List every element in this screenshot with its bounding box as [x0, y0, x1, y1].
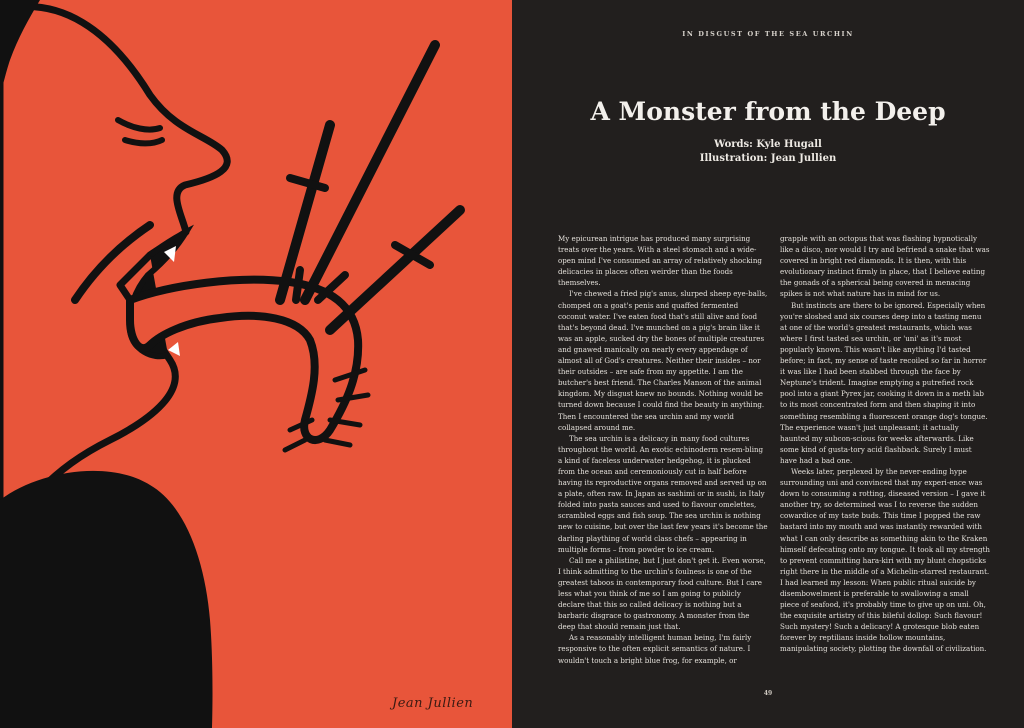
credits [512, 138, 1024, 166]
spike-3 [330, 210, 460, 330]
paragraph: I've chewed a fried pig's anus, slurped sheep eye-balls, chomped on a goat's penis and quaffed fermented coconut water. I've eaten food that's still alive and food that's beyond dead. I've munched on a pig's brain like it was an apple, sucked dry the bones of multiple creatures and gnawed manically on nearly every appendage of almost all of God's creatures. Neither their insides – nor their outsides – are safe from my appetite. I am the butcher's best friend. The Charles Manson of the animal kingdom. My disgust knew no bounds. Nothing would be turned down because I could find the beauty in anything. Then I encountered the sea urchin and my world collapsed around me. [558, 289, 768, 432]
spike-1-cross [290, 178, 325, 188]
artist-signature: Jean Jullien [392, 696, 474, 711]
paragraph: But instincts are there to be ignored. Especially when you're sloshed and six courses deep into a tasting menu at one of the world's greatest restaurants, which was where I first tasted sea urchin, or 'uni' as it's most popularly known. This wasn't like anything I'd tasted before; in fact, my sense of taste recoiled so far in horror it was like I had been stabbed through the face by Neptune's trident. Imagine emptying a putrefied rock pool into a giant Pyrex jar, cooking it down in a meth lab to its most concentrated form and then shaping it into something resembling a fluorescent orange dog's tongue. The experience wasn't just unpleasant; it actually haunted my subcon-scious for weeks afterwards. Like some kind of gusta-tory acid flashback. Surely I must have had a bad one. [780, 300, 988, 465]
author-credit: Words: Kyle Hugall [714, 139, 822, 150]
paragraph: Weeks later, perplexed by the never-ending hype surrounding uni and convinced that my experi-ence was down to consuming a rotting, diseased version – I gave it another try, so determined was I to reverse the sudden cowardice of my taste buds. This time I popped the raw bastard into my mouth and was instantly rewarded with what I can only describe as something akin to the Kraken himself defecating onto my tongue. It took all my strength to prevent committing hara-kiri with my blunt chopsticks right there in the middle of a Michelin-starred restaurant. I had learned my lesson: When public ritual suicide by disembowelment is preferable to swallowing a small piece of seafood, it's probably time to give up on uni. Oh, the exquisite artistry of this bileful dollop: Such flavour! Such mystery! Such a delicacy! A grotesque blob eaten forever by reptilians inside hollow mountains, manipulating society, plotting the downfall of civilization. [780, 466, 990, 654]
running-head: IN DISGUST OF THE SEA URCHIN [682, 30, 854, 38]
article-title: A Monster from the Deep [590, 97, 946, 126]
paragraph: As a reasonably intelligent human being, I'm fairly responsive to the often explicit semantics of nature. I wouldn't touch a bright blue frog, for example, or [558, 633, 752, 665]
paragraph: The sea urchin is a delicacy in many food cultures throughout the world. An exotic echinoderm resem-bling a kind of faceless underwater hedgehog, it is plucked from the ocean and ceremoniously cut in half before having its reproductive organs removed and served up on a plate, often raw. In Japan as sashimi or in sushi, in Italy folded into pasta sauces and used to flavour omelettes, scrambled eggs and fish soup. The sea urchin is nothing new to cuisine, but over the last few years it's become the darling plaything of world class chefs – appearing in multiple forms – from powder to ice cream. [558, 433, 768, 554]
spike-5 [296, 270, 300, 300]
spike-2 [305, 45, 435, 300]
page-number: 49 [763, 690, 773, 697]
paragraph: My epicurean intrigue has produced many surprising treats over the years. With a steel stomach and a wide-open mind I've consumed an array of relatively shocking delicacies in places often weirder than the foods themselves. [558, 234, 762, 288]
body-column-left [558, 233, 768, 666]
shoulder-silhouette [0, 471, 213, 728]
paragraph: grapple with an octopus that was flashing hypnotically like a disco, nor would I try and befriend a snake that was covered in bright red diamonds. It is then, with this evolutionary instinct firmly in place, that I believe eating the gonads of a spherical being covered in menacing spikes is not what nature has in mind for us. [780, 234, 990, 299]
article-page [512, 0, 1024, 728]
illustrator-credit: Illustration: Jean Jullien [699, 153, 837, 164]
paragraph: Call me a philistine, but I just don't get it. Even worse, I think admitting to the urchin's foulness is one of the greatest taboos in contemporary food culture. But I care less what you think of me so I am going to publicly declare that this so called delicacy is nothing but a barbaric disgrace to gastronomy. A monster from the deep that should remain just that. [558, 555, 766, 632]
body-column-right [780, 233, 990, 655]
face-silhouette [0, 7, 227, 515]
